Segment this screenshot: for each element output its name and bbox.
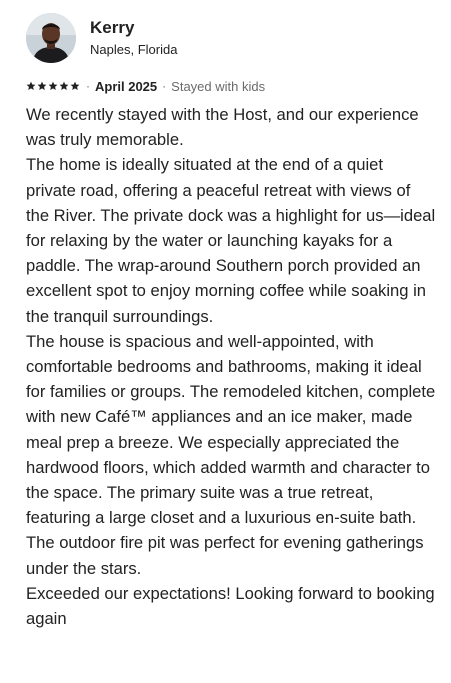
stay-type: Stayed with kids — [171, 78, 266, 94]
review-text — [26, 102, 436, 631]
separator-dot: · — [86, 79, 90, 93]
star-icon — [59, 81, 69, 91]
star-icon — [37, 81, 47, 91]
reviewer-info — [90, 17, 177, 59]
review-card — [26, 12, 436, 631]
avatar[interactable] — [26, 13, 76, 63]
star-icon — [48, 81, 58, 91]
reviewer-name[interactable]: Kerry — [90, 18, 135, 37]
review-paragraph: Exceeded our expectations! Looking forward to booking again — [26, 583, 435, 629]
review-paragraph: The outdoor fire pit was perfect for evening gatherings under the stars. — [26, 533, 424, 578]
separator-dot: · — [162, 79, 167, 93]
review-paragraph: We recently stayed with the Host, and our experience was truly memorable. — [26, 105, 419, 150]
star-icon — [26, 81, 36, 91]
review-header — [26, 12, 436, 64]
reviewer-photo-icon — [26, 13, 76, 63]
star-rating — [26, 81, 81, 91]
review-meta — [26, 76, 436, 96]
review-paragraph: The house is spacious and well-appointed, with comfortable bedrooms and bathrooms, making it ideal for families or groups. The remodeled kitchen, complete with new Café™ appliances and an ice maker, made meal prep a breeze. We especially appreciated the hardwood floors, which added warmth and character to the space. The primary suite was a true retreat, featuring a large closet and a luxurious en-suite bath. — [26, 331, 436, 528]
reviewer-location: Naples, Florida — [90, 42, 178, 57]
review-paragraph: The home is ideally situated at the end of a quiet private road, offering a peaceful retreat with views of the River. The private dock was a highlight for us—ideal for relaxing by the water or launching kayaks for a paddle. The wrap-around Southern porch provided an excellent spot to enjoy morning coffee while soaking in the tranquil surroundings. — [26, 155, 436, 326]
review-date: April 2025 — [95, 78, 158, 94]
star-icon — [70, 81, 80, 91]
